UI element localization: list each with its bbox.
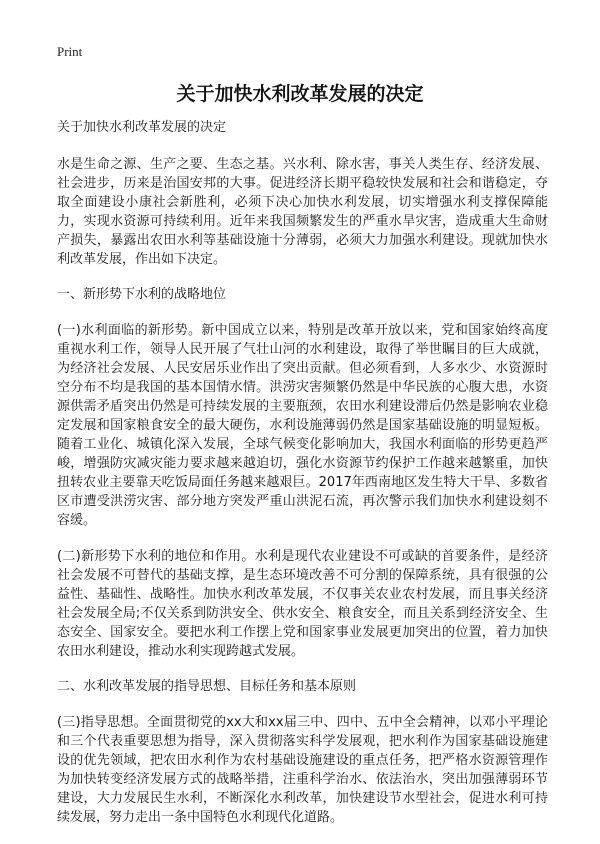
section-heading-2: 二、水利改革发展的指导思想、目标任务和基本原则	[57, 679, 357, 694]
section-heading-1: 一、新形势下水利的战略地位	[57, 287, 227, 302]
print-link[interactable]: Print	[57, 44, 83, 59]
document-title: 关于加快水利改革发展的决定	[176, 83, 424, 105]
intro-paragraph: 水是生命之源、生产之要、生态之基。兴水利、除水害，事关人类生存、经济发展、社会进步，历来是治国安邦的大事。促进经济长期平稳较快发展和社会和谐稳定，夺取全面建设小康社会新胜利，必须下决心加快水利发展，切实增强水利支撑保障能力，实现水资源可持续利用。近年来我国频繁发生的严重水旱灾害，造成重大生命财产损失，暴露出农田水利等基础设施十分薄弱，必须大力加强水利建设。现就加快水利改革发展，作出如下决定。	[57, 157, 548, 267]
paragraph-new-situation: (一)水利面临的新形势。新中国成立以来，特别是改革开放以来，党和国家始终高度重视水利工作，领导人民开展了气壮山河的水利建设，取得了举世瞩目的巨大成就，为经济社会发展、人民安居乐业作出了突出贡献。但必须看到，人多水少、水资源时空分布不均是我国的基本国情水情。洪涝灾害频繁仍然是中华民族的心腹大患，水资源供需矛盾突出仍然是可持续发展的主要瓶颈，农田水利建设滞后仍然是影响农业稳定发展和国家粮食安全的最大硬伤，水利设施薄弱仍然是国家基础设施的明显短板。随着工业化、城镇化深入发展，全球气候变化影响加大，我国水利面临的形势更趋严峻，增强防灾减灾能力要求越来越迫切，强化水资源节约保护工作越来越繁重，加快扭转农业主要靠天吃饭局面任务越来越艰巨。2017年西南地区发生特大干旱、多数省区市遭受洪涝灾害、部分地方突发严重山洪泥石流，再次警示我们加快水利建设刻不容缓。	[57, 323, 548, 528]
paragraph-guiding-ideology: (三)指导思想。全面贯彻党的xx大和xx届三中、四中、五中全会精神，以邓小平理论和三个代表重要思想为指导，深入贯彻落实科学发展观，把水利作为国家基础设施建设的优先领域，把农田水利作为农村基础设施建设的重点任务，把严格水资源管理作为加快转变经济发展方式的战略举措，注重科学治水、依法治水，突出加强薄弱环节建设，大力发展民生水利，不断深化水利改革，加快建设节水型社会，促进水利可持续发展，努力走出一条中国特色水利现代化道路。	[57, 715, 548, 825]
document-body	[57, 119, 548, 844]
paragraph-status-role: (二)新形势下水利的地位和作用。水利是现代农业建设不可或缺的首要条件，是经济社会发展不可替代的基础支撑，是生态环境改善不可分割的保障系统，具有很强的公益性、基础性、战略性。加快水利改革发展，不仅事关农业农村发展，而且事关经济社会发展全局;不仅关系到防洪安全、供水安全、粮食安全，而且关系到经济安全、生态安全、国家安全。要把水利工作摆上党和国家事业发展更加突出的位置，着力加快农田水利建设，推动水利实现跨越式发展。	[57, 549, 548, 659]
document-subtitle: 关于加快水利改革发展的决定	[57, 120, 227, 135]
